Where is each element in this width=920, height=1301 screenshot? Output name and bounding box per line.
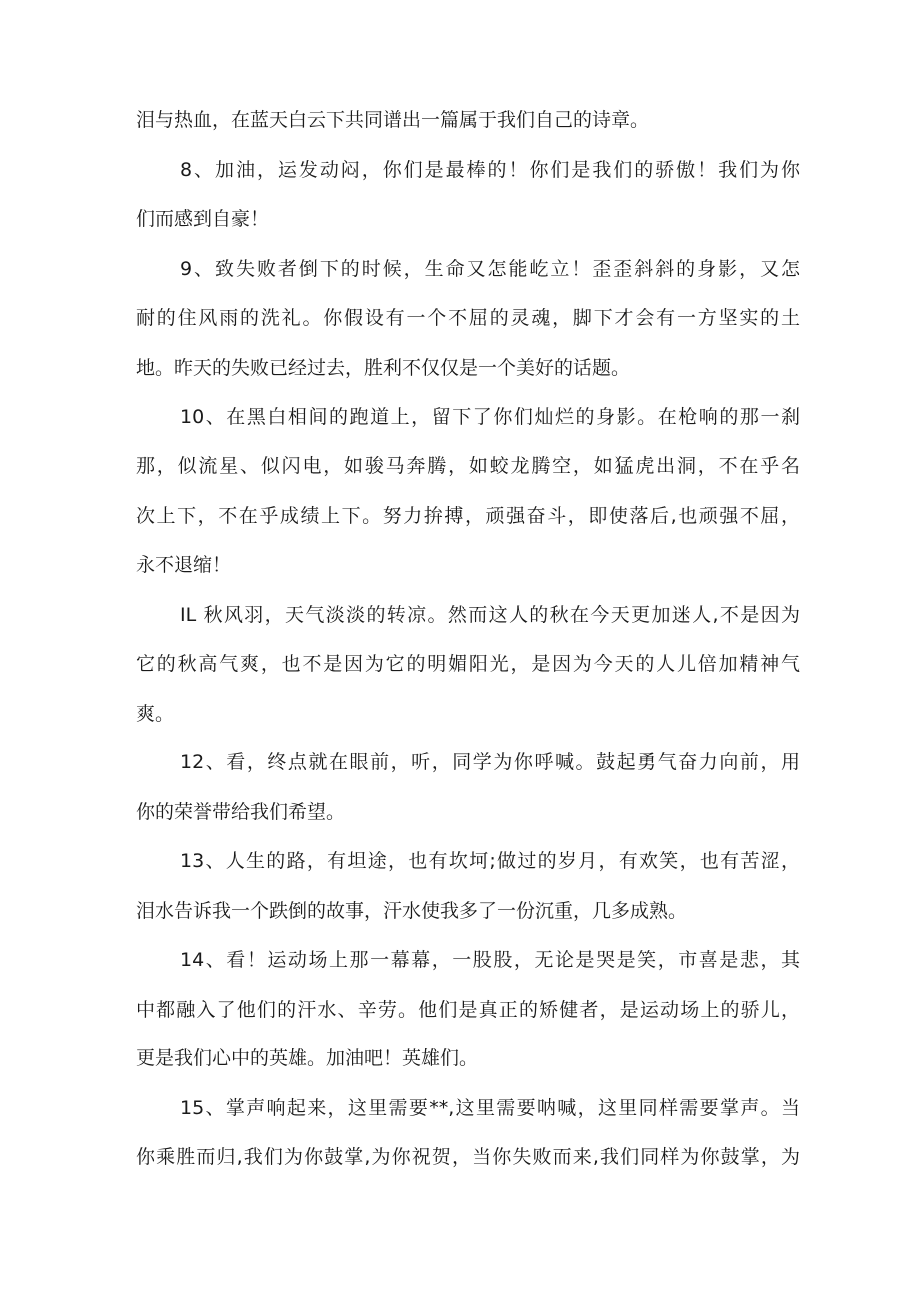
text-line: 那，似流星、似闪电，如骏马奔腾，如蛟龙腾空，如猛虎出洞，不在乎名 [136,455,800,477]
text-line: 泪与热血，在蓝天白云下共同谱出一篇属于我们自己的诗章。 [136,109,650,131]
text-line: IL 秋风羽，天气淡淡的转凉。然而这人的秋在今天更加迷人,不是因为 [180,604,800,626]
text-line: 14、看！运动场上那一幕幕，一股股，无论是哭是笑，市喜是悲，其 [180,949,800,971]
text-line: 中都融入了他们的汗水、辛劳。他们是真正的矫健者，是运动场上的骄儿， [136,999,800,1021]
text-line: 更是我们心中的英雄。加油吧！英雄们。 [136,1047,479,1069]
text-line: 它的秋高气爽，也不是因为它的明媚阳光，是因为今天的人儿倍加精神气 [136,653,800,675]
text-line: 12、看，终点就在眼前，听，同学为你呼喊。鼓起勇气奋力向前，用 [180,751,800,773]
text-line: 次上下，不在乎成绩上下。努力拚搏，顽强奋斗，即使落后,也顽强不屈， [136,505,800,527]
text-line: 15、掌声响起来，这里需要**,这里需要呐喊，这里同样需要掌声。当 [180,1097,800,1119]
text-line: 10、在黑白相间的跑道上，留下了你们灿烂的身影。在枪响的那一刹 [180,406,800,428]
text-line: 耐的住风雨的洗礼。你假设有一个不屈的灵魂，脚下才会有一方坚实的土 [136,307,800,329]
text-line: 你乘胜而归,我们为你鼓掌,为你祝贺，当你失败而来,我们同样为你鼓掌，为 [136,1146,800,1168]
text-line: 你的荣誉带给我们希望。 [136,801,346,823]
text-line: 地。昨天的失败已经过去，胜利不仅仅是一个美好的话题。 [136,357,631,379]
text-line: 爽。 [136,703,175,725]
text-line: 泪水告诉我一个跌倒的故事，汗水使我多了一份沉重，几多成熟。 [136,900,688,922]
text-line: 永不退缩！ [136,554,232,576]
text-line: 们而感到自豪！ [136,208,270,230]
text-line: 8、加油，运发动闷，你们是最棒的！你们是我们的骄傲！我们为你 [180,159,800,181]
text-line: 9、致失败者倒下的时候，生命又怎能屹立！歪歪斜斜的身影，又怎 [180,258,800,280]
text-line: 13、人生的路，有坦途，也有坎坷;做过的岁月，有欢笑，也有苦涩， [180,850,800,872]
